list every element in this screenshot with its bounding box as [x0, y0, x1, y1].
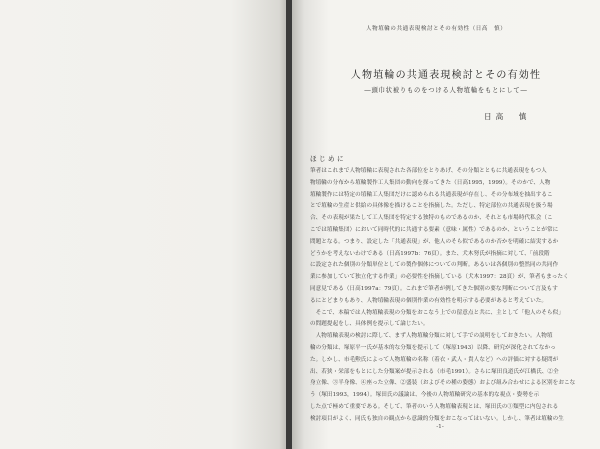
body-line: 検討項目がよく、同氏も独自の観点から意識的分類をおこなってはいない。しかし、筆者は埴輪の生 [310, 415, 564, 422]
body-line: に設定された個別の分類単位としての製作個体についての判断。あるいは各個別の整然同の共同作 [310, 262, 559, 269]
body-line: 物埴輪の分布から埴輪製作工人集団の動向を探ってきた（日高1995，1999）。そのかで、人物 [310, 179, 551, 186]
left-page [0, 0, 288, 449]
body-line: た。しかし、市毛勲氏によって人物埴輪の名称（着衣・武人・貴人など）への評価に対する疑問が [310, 356, 559, 363]
body-line: とで埴輪の生産と供給の具体像を描けることを指摘した。ただし、特定部位の共通表現を扱う場 [310, 203, 553, 210]
body-text [310, 166, 578, 426]
author-name: 日高 慎 [484, 112, 531, 121]
body-line: 身立像、③半身像、④座った立像、②盛装（およびその種の姿態）および組み合わせによる区別をおこな [310, 380, 576, 387]
body-line: るにとどまりもあり、人物埴輪表現の個別作業の有効性を明示する必要があると考えていた。 [310, 297, 548, 304]
article-subtitle: ―頭巾状被りものをつける人物埴輪をもとにして― [364, 87, 528, 94]
body-line: う（塚田1993，1994）。塚田氏の議論は、今後の人物埴輪研究の基本的な視点・姿勢を示 [310, 392, 540, 399]
section-heading: ほじめに [310, 155, 346, 163]
body-line: 業に参加していて独立化する作業」の必要性を指摘している（犬木1997：28頁）が、筆者もまったく [310, 274, 569, 281]
body-line: 筆者はこれまで人物埴輪に表現された各部位をとりあげ、その分類とともに共通表現をもつ人 [310, 168, 547, 174]
body-line: 埴輪製作には特定の埴輪工人集団だけに認められる共通表現が存在し、その分布域を抽出するこ [310, 191, 553, 198]
page-number: -1- [436, 424, 444, 430]
body-line: 出、若狭・栄部をもとにした分類案が提示される（市毛1991）。さらに塚田良道氏が江橋氏、②全 [310, 368, 559, 375]
body-line: 問題となる。つまり、設定した「共通表現」が、他人のそら似であるのか否かを明確に結実するか [310, 238, 559, 245]
body-line: した点で極めて重要である。そして、筆者のいう人物埴輪表現とは、塚田氏の①類型に内包される [310, 403, 559, 410]
body-line: 合、その表現が果たして工人集団を特定する独特のものであるのか、それとも市場時代私会（こ [310, 215, 553, 222]
body-line: 人物埴輪表現の検討に際して、まず人物埴輪分類に対して手での説明をしておきたい。人物埴 [310, 333, 553, 340]
body-line: どうかを考えないわけである（日高1997b：76頁）。また、犬木努氏が指摘に対して、「前段階 [310, 250, 550, 257]
body-line: こでは埴輪集団）において同時代的に共通する要素（意味・属性）であるのか、ということが常に [310, 226, 559, 233]
body-line: 輪の分類は、塚原平一氏が基本的な分類を提示して（塚原1943）以降、研究が深化されてなかっ [310, 344, 556, 351]
body-line: そこで、本稿では人物埴輪表現の分類をおこなう上での留意点と共に、主として「他人のそら似」 [310, 309, 564, 316]
body-line: 同意見である（日高1997a：79頁）。これまで筆者が例してきた個別の要な判断について言及もす [310, 285, 558, 292]
body-line: の問題提起をし、具体例を提示して論じたい。 [310, 321, 429, 328]
running-head: 人物埴輪の共通表現検討とその有効性（日高 慎） [366, 26, 507, 32]
article-title: 人物埴輪の共通表現検討とその有効性 [350, 70, 542, 81]
